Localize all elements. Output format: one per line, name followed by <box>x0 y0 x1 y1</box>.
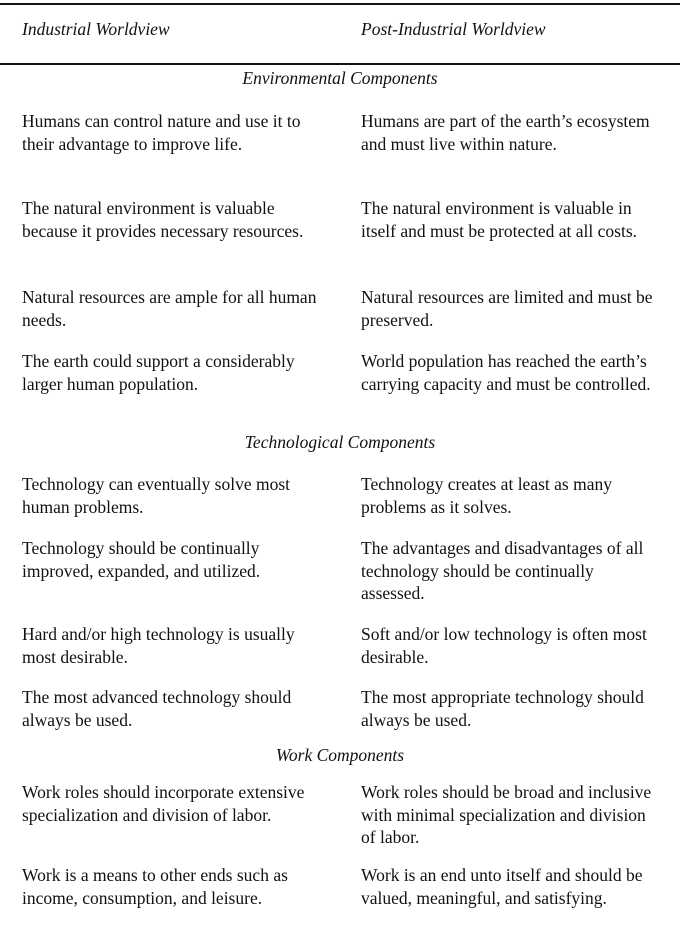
cell-post-industrial: Natural resources are limited and must be preserved. <box>361 287 653 330</box>
cell-industrial: The most advanced technology should always be used. <box>22 687 292 730</box>
section-title-work: Work Components <box>275 745 405 765</box>
cell-industrial: Hard and/or high technology is usually most desirable. <box>22 624 295 667</box>
cell-post-industrial: The natural environment is valuable in itself and must be protected at all costs. <box>361 198 638 241</box>
cell-industrial: Technology should be continually improved, expanded, and utilized. <box>22 538 261 581</box>
cell-industrial: Technology can eventually solve most human problems. <box>22 474 291 517</box>
cell-post-industrial: The most appropriate technology should always be used. <box>361 687 644 730</box>
cell-post-industrial: World population has reached the earth’s carrying capacity and must be controlled. <box>361 351 651 394</box>
top-rule <box>0 3 680 5</box>
header-rule <box>0 63 680 65</box>
column-header-industrial: Industrial Worldview <box>22 19 170 39</box>
cell-industrial: Natural resources are ample for all human needs. <box>22 287 317 330</box>
section-title-technological: Technological Components <box>244 432 436 452</box>
cell-post-industrial: Soft and/or low technology is often most desirable. <box>361 624 647 667</box>
cell-industrial: Humans can control nature and use it to their advantage to improve life. <box>22 111 301 154</box>
cell-post-industrial: The advantages and disadvantages of all technology should be continually assessed. <box>361 538 644 603</box>
cell-industrial: The natural environment is valuable because it provides necessary resources. <box>22 198 304 241</box>
cell-post-industrial: Humans are part of the earth’s ecosystem and must live within nature. <box>361 111 650 154</box>
section-title-environmental: Environmental Components <box>242 68 438 88</box>
column-header-post-industrial: Post-Industrial Worldview <box>361 19 546 39</box>
cell-post-industrial: Technology creates at least as many problems as it solves. <box>361 474 612 517</box>
cell-post-industrial: Work roles should be broad and inclusive with minimal specialization and division of labor. <box>361 782 652 847</box>
cell-post-industrial: Work is an end unto itself and should be valued, meaningful, and satisfying. <box>361 865 643 908</box>
cell-industrial: Work is a means to other ends such as income, consumption, and leisure. <box>22 865 288 908</box>
cell-industrial: Work roles should incorporate extensive specialization and division of labor. <box>22 782 305 825</box>
cell-industrial: The earth could support a considerably larger human population. <box>22 351 295 394</box>
